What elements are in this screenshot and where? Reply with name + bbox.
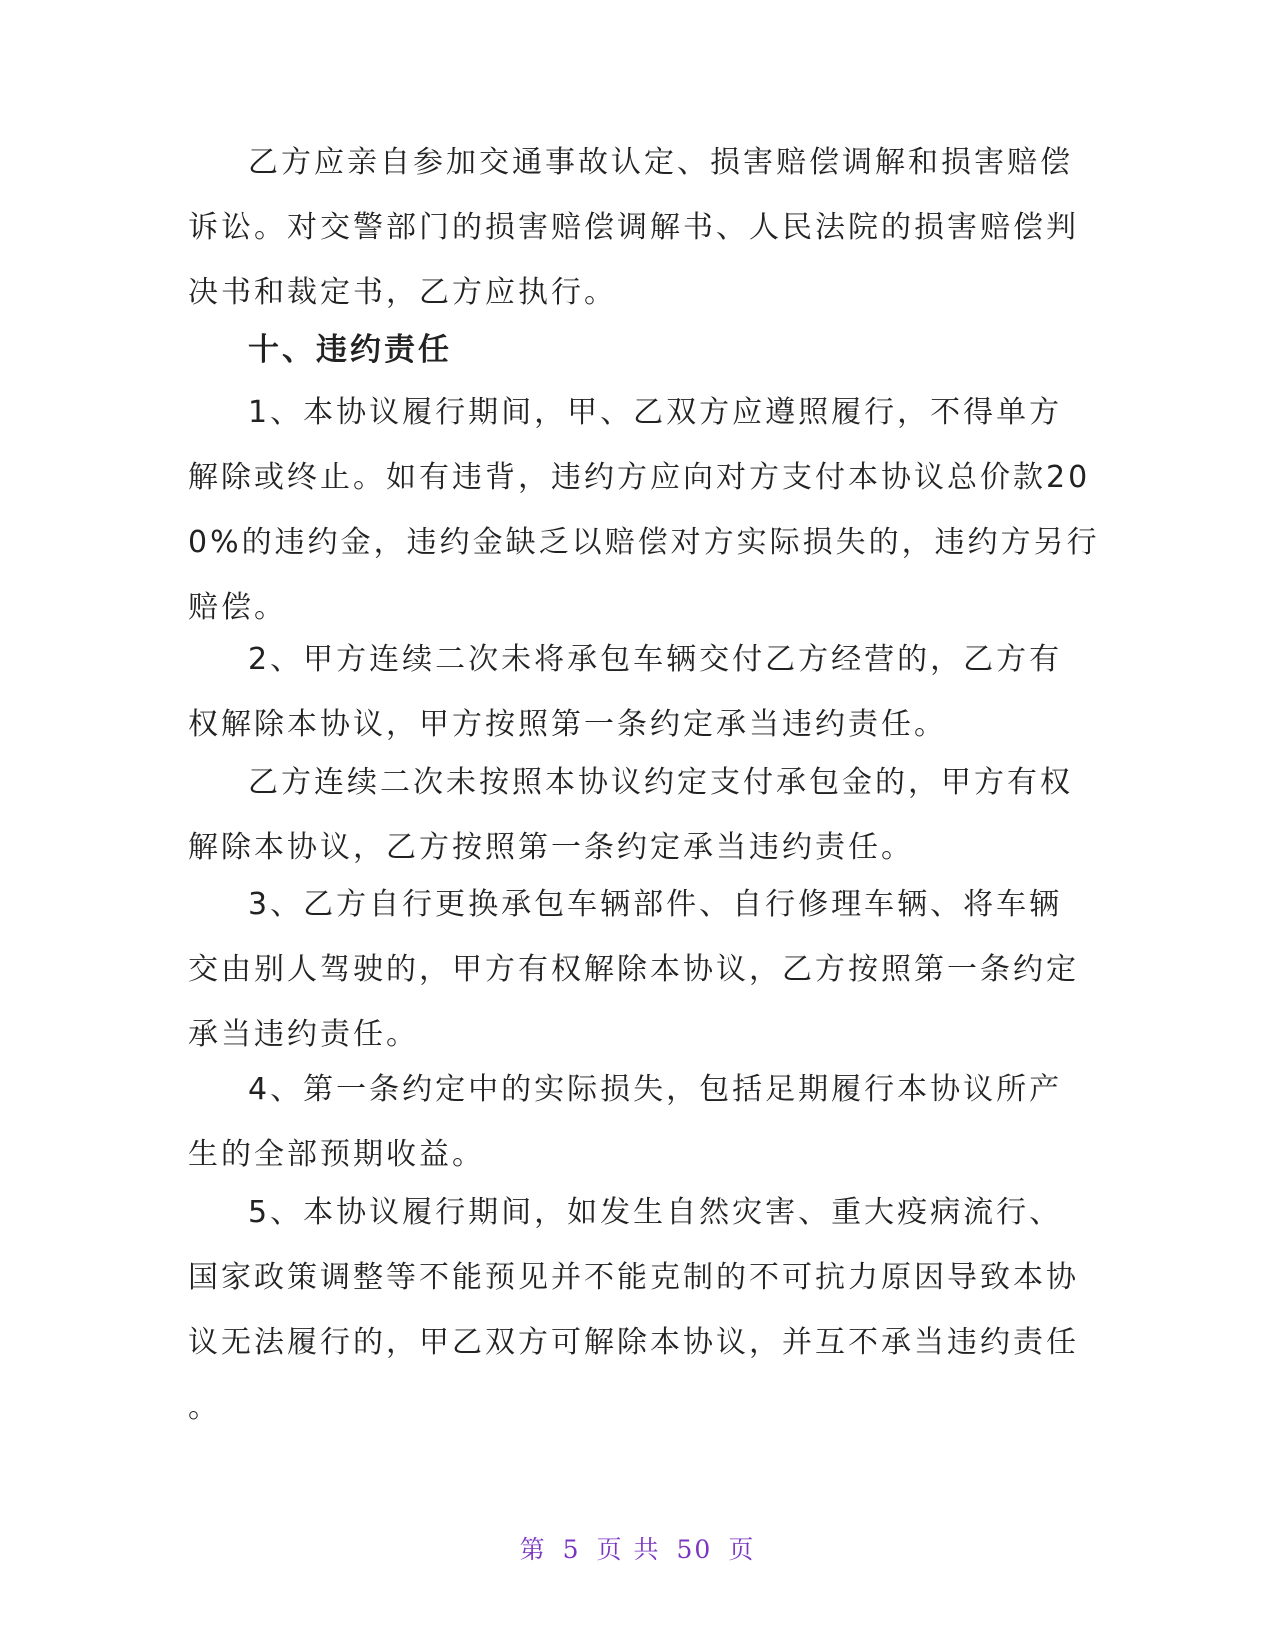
text-line: 解除本协议，乙方按照第一条约定承当违约责任。 xyxy=(188,830,914,865)
text-line: 解除或终止。如有违背，违约方应向对方支付本协议总价款20 xyxy=(188,460,1091,495)
text-line: 生的全部预期收益。 xyxy=(188,1137,485,1172)
text-line: 国家政策调整等不能预见并不能克制的不可抗力原因导致本协 xyxy=(188,1260,1079,1295)
footer-current-page: 5 xyxy=(562,1535,581,1564)
paragraph-5 xyxy=(188,872,1088,1067)
text-line: 乙方连续二次未按照本协议约定支付承包金的，甲方有权 xyxy=(248,765,1073,800)
paragraph-2 xyxy=(188,380,1100,640)
text-line: 赔偿。 xyxy=(188,590,287,625)
text-line: 1、本协议履行期间，甲、乙双方应遵照履行，不得单方 xyxy=(248,395,1063,430)
footer-label-page: 第 xyxy=(519,1535,547,1564)
text-line: 2、甲方连续二次未将承包车辆交付乙方经营的，乙方有 xyxy=(248,642,1063,677)
text-line: 交由别人驾驶的，甲方有权解除本协议，乙方按照第一条约定 xyxy=(188,952,1079,987)
paragraph-6 xyxy=(188,1057,1088,1187)
text-line: 权解除本协议，甲方按照第一条约定承当违约责任。 xyxy=(188,707,947,742)
text-line: 。 xyxy=(188,1390,221,1425)
text-line: 0%的违约金，违约金缺乏以赔偿对方实际损失的，违约方另行 xyxy=(188,525,1100,560)
text-line: 3、乙方自行更换承包车辆部件、自行修理车辆、将车辆 xyxy=(248,887,1063,922)
paragraph-7 xyxy=(188,1180,1088,1440)
section-heading xyxy=(248,318,452,383)
text-line: 5、本协议履行期间，如发生自然灾害、重大疫病流行、 xyxy=(248,1195,1063,1230)
text-line: 乙方应亲自参加交通事故认定、损害赔偿调解和损害赔偿 xyxy=(248,145,1073,180)
text-line: 决书和裁定书，乙方应执行。 xyxy=(188,275,617,310)
footer-label-end: 页 xyxy=(728,1535,756,1564)
text-line: 4、第一条约定中的实际损失，包括足期履行本协议所产 xyxy=(248,1072,1063,1107)
paragraph-1 xyxy=(188,130,1088,325)
text-line: 议无法履行的，甲乙双方可解除本协议，并互不承当违约责任 xyxy=(188,1325,1079,1360)
text-line: 诉讼。对交警部门的损害赔偿调解书、人民法院的损害赔偿判 xyxy=(188,210,1079,245)
text-line: 承当违约责任。 xyxy=(188,1017,419,1052)
heading-text: 十、违约责任 xyxy=(248,332,452,368)
paragraph-4 xyxy=(188,750,1088,880)
footer-total-pages: 50 xyxy=(676,1535,713,1564)
paragraph-3 xyxy=(188,627,1088,757)
footer-label-of: 页 共 xyxy=(596,1535,661,1564)
page-footer xyxy=(0,1530,1275,1566)
